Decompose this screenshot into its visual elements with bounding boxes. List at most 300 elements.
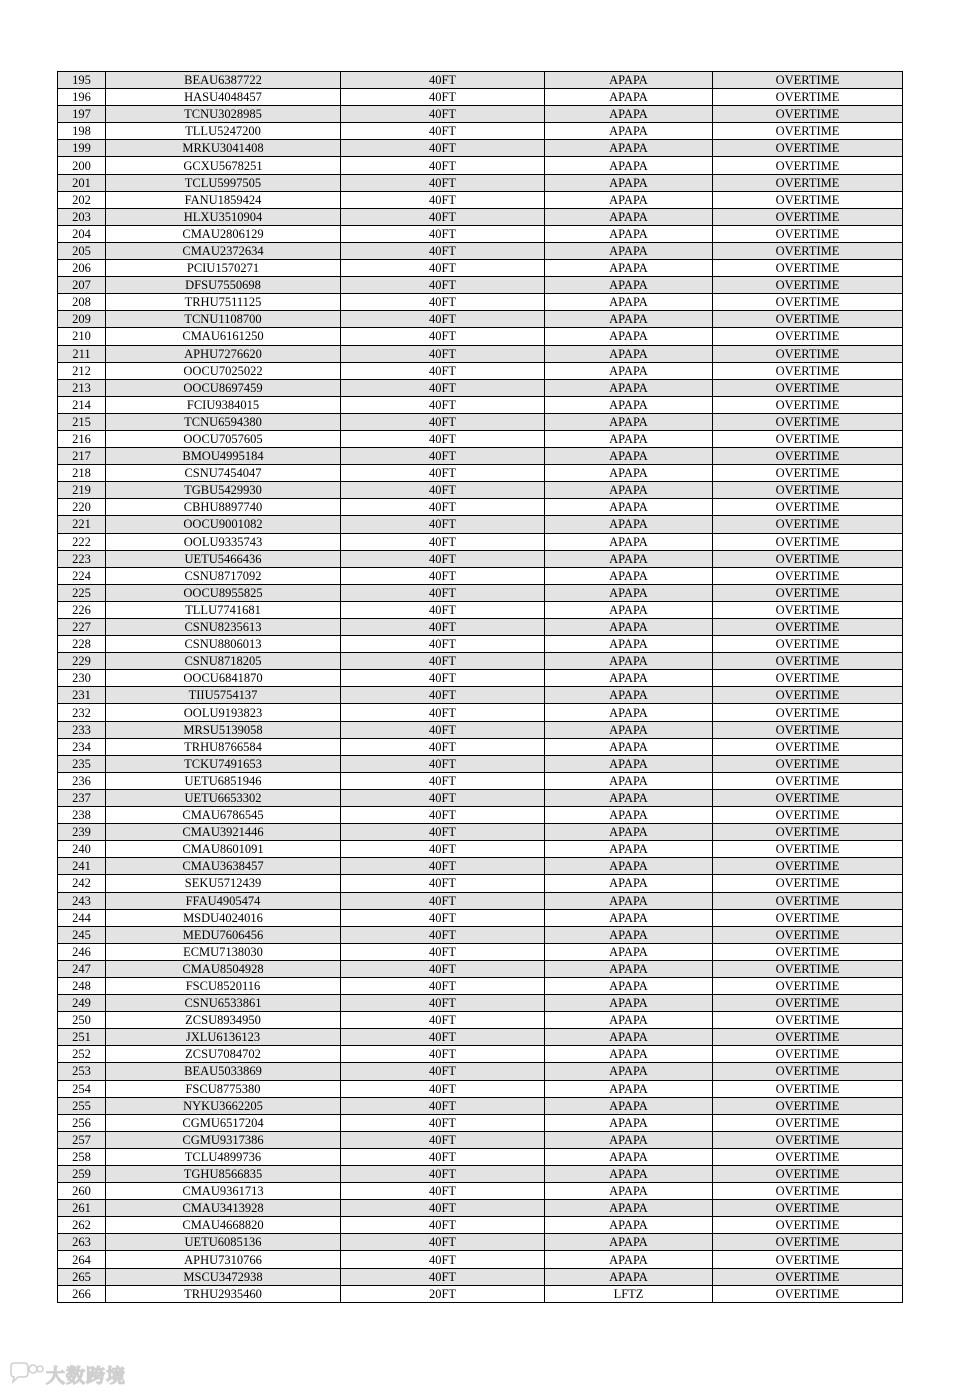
port-cell: APAPA <box>545 362 713 379</box>
table-row <box>58 140 903 157</box>
row-number-cell: 227 <box>58 619 106 636</box>
container-size-cell: 40FT <box>341 1166 545 1183</box>
container-number-cell: CMAU3921446 <box>106 824 341 841</box>
row-number-cell: 262 <box>58 1217 106 1234</box>
status-cell: OVERTIME <box>713 328 903 345</box>
port-cell: APAPA <box>545 311 713 328</box>
container-number-cell: HASU4048457 <box>106 89 341 106</box>
table-row <box>58 636 903 653</box>
container-number-cell: CSNU8806013 <box>106 636 341 653</box>
port-cell: APAPA <box>545 1029 713 1046</box>
row-number-cell: 247 <box>58 960 106 977</box>
table-row <box>58 670 903 687</box>
row-number-cell: 235 <box>58 755 106 772</box>
status-cell: OVERTIME <box>713 499 903 516</box>
row-number-cell: 253 <box>58 1063 106 1080</box>
container-size-cell: 40FT <box>341 242 545 259</box>
port-cell: APAPA <box>545 123 713 140</box>
table-row <box>58 943 903 960</box>
port-cell: APAPA <box>545 1131 713 1148</box>
status-cell: OVERTIME <box>713 362 903 379</box>
row-number-cell: 212 <box>58 362 106 379</box>
container-size-cell: 40FT <box>341 1183 545 1200</box>
port-cell: APAPA <box>545 755 713 772</box>
row-number-cell: 204 <box>58 225 106 242</box>
container-size-cell: 40FT <box>341 328 545 345</box>
table-row <box>58 1251 903 1268</box>
container-size-cell: 40FT <box>341 208 545 225</box>
status-cell: OVERTIME <box>713 1131 903 1148</box>
row-number-cell: 255 <box>58 1097 106 1114</box>
status-cell: OVERTIME <box>713 1183 903 1200</box>
row-number-cell: 200 <box>58 157 106 174</box>
container-number-cell: OOCU7057605 <box>106 430 341 447</box>
container-number-cell: OOCU7025022 <box>106 362 341 379</box>
table-row <box>58 995 903 1012</box>
container-number-cell: CGMU9317386 <box>106 1131 341 1148</box>
port-cell: APAPA <box>545 943 713 960</box>
port-cell: APAPA <box>545 345 713 362</box>
port-cell: APAPA <box>545 225 713 242</box>
table-row <box>58 1097 903 1114</box>
container-size-cell: 40FT <box>341 1251 545 1268</box>
status-cell: OVERTIME <box>713 926 903 943</box>
port-cell: APAPA <box>545 328 713 345</box>
container-number-cell: TCLU4899736 <box>106 1148 341 1165</box>
container-number-cell: DFSU7550698 <box>106 277 341 294</box>
status-cell: OVERTIME <box>713 1234 903 1251</box>
container-table <box>57 71 903 1303</box>
container-number-cell: CMAU3638457 <box>106 858 341 875</box>
row-number-cell: 248 <box>58 977 106 994</box>
watermark-text: 大数跨境 <box>46 1364 127 1387</box>
port-cell: APAPA <box>545 670 713 687</box>
port-cell: APAPA <box>545 396 713 413</box>
container-size-cell: 40FT <box>341 1029 545 1046</box>
container-number-cell: MSCU3472938 <box>106 1268 341 1285</box>
row-number-cell: 240 <box>58 841 106 858</box>
row-number-cell: 218 <box>58 465 106 482</box>
table-row <box>58 687 903 704</box>
row-number-cell: 266 <box>58 1285 106 1302</box>
status-cell: OVERTIME <box>713 550 903 567</box>
container-number-cell: ZCSU7084702 <box>106 1046 341 1063</box>
status-cell: OVERTIME <box>713 345 903 362</box>
port-cell: APAPA <box>545 789 713 806</box>
table-row <box>58 1285 903 1302</box>
table-row <box>58 89 903 106</box>
status-cell: OVERTIME <box>713 1080 903 1097</box>
status-cell: OVERTIME <box>713 157 903 174</box>
container-size-cell: 40FT <box>341 636 545 653</box>
container-number-cell: UETU5466436 <box>106 550 341 567</box>
container-size-cell: 40FT <box>341 584 545 601</box>
table-row <box>58 379 903 396</box>
container-number-cell: FCIU9384015 <box>106 396 341 413</box>
table-row <box>58 1080 903 1097</box>
status-cell: OVERTIME <box>713 106 903 123</box>
container-size-cell: 40FT <box>341 1063 545 1080</box>
container-size-cell: 40FT <box>341 619 545 636</box>
container-size-cell: 40FT <box>341 1200 545 1217</box>
table-row <box>58 448 903 465</box>
row-number-cell: 258 <box>58 1148 106 1165</box>
status-cell: OVERTIME <box>713 1217 903 1234</box>
status-cell: OVERTIME <box>713 567 903 584</box>
port-cell: APAPA <box>545 174 713 191</box>
container-number-cell: CMAU2372634 <box>106 242 341 259</box>
container-size-cell: 20FT <box>341 1285 545 1302</box>
status-cell: OVERTIME <box>713 413 903 430</box>
container-number-cell: TRHU2935460 <box>106 1285 341 1302</box>
row-number-cell: 213 <box>58 379 106 396</box>
row-number-cell: 230 <box>58 670 106 687</box>
container-size-cell: 40FT <box>341 1097 545 1114</box>
container-number-cell: UETU6851946 <box>106 772 341 789</box>
row-number-cell: 228 <box>58 636 106 653</box>
table-row <box>58 1131 903 1148</box>
container-size-cell: 40FT <box>341 430 545 447</box>
table-row <box>58 242 903 259</box>
row-number-cell: 246 <box>58 943 106 960</box>
port-cell: APAPA <box>545 653 713 670</box>
port-cell: APAPA <box>545 413 713 430</box>
port-cell: APAPA <box>545 1183 713 1200</box>
port-cell: APAPA <box>545 533 713 550</box>
container-size-cell: 40FT <box>341 995 545 1012</box>
table-row <box>58 430 903 447</box>
container-size-cell: 40FT <box>341 106 545 123</box>
container-size-cell: 40FT <box>341 875 545 892</box>
port-cell: APAPA <box>545 516 713 533</box>
table-row <box>58 157 903 174</box>
table-row <box>58 892 903 909</box>
container-size-cell: 40FT <box>341 1012 545 1029</box>
watermark <box>8 1360 126 1388</box>
container-size-cell: 40FT <box>341 772 545 789</box>
status-cell: OVERTIME <box>713 448 903 465</box>
status-cell: OVERTIME <box>713 191 903 208</box>
row-number-cell: 208 <box>58 294 106 311</box>
row-number-cell: 201 <box>58 174 106 191</box>
container-size-cell: 40FT <box>341 362 545 379</box>
port-cell: APAPA <box>545 448 713 465</box>
container-number-cell: CSNU8718205 <box>106 653 341 670</box>
status-cell: OVERTIME <box>713 1200 903 1217</box>
container-size-cell: 40FT <box>341 824 545 841</box>
row-number-cell: 250 <box>58 1012 106 1029</box>
row-number-cell: 254 <box>58 1080 106 1097</box>
table-row <box>58 1268 903 1285</box>
status-cell: OVERTIME <box>713 858 903 875</box>
container-size-cell: 40FT <box>341 277 545 294</box>
table-row <box>58 1114 903 1131</box>
status-cell: OVERTIME <box>713 1268 903 1285</box>
container-number-cell: ZCSU8934950 <box>106 1012 341 1029</box>
container-number-cell: CSNU7454047 <box>106 465 341 482</box>
container-size-cell: 40FT <box>341 601 545 618</box>
container-size-cell: 40FT <box>341 1114 545 1131</box>
container-number-cell: TCNU6594380 <box>106 413 341 430</box>
status-cell: OVERTIME <box>713 892 903 909</box>
container-number-cell: GCXU5678251 <box>106 157 341 174</box>
table-row <box>58 1200 903 1217</box>
row-number-cell: 239 <box>58 824 106 841</box>
container-number-cell: MRKU3041408 <box>106 140 341 157</box>
container-number-cell: OOCU8697459 <box>106 379 341 396</box>
status-cell: OVERTIME <box>713 619 903 636</box>
table-row <box>58 482 903 499</box>
status-cell: OVERTIME <box>713 311 903 328</box>
port-cell: APAPA <box>545 294 713 311</box>
container-number-cell: TGHU8566835 <box>106 1166 341 1183</box>
port-cell: APAPA <box>545 892 713 909</box>
table-row <box>58 294 903 311</box>
container-size-cell: 40FT <box>341 396 545 413</box>
container-number-cell: CMAU6161250 <box>106 328 341 345</box>
port-cell: APAPA <box>545 687 713 704</box>
status-cell: OVERTIME <box>713 584 903 601</box>
table-row <box>58 1063 903 1080</box>
port-cell: APAPA <box>545 1097 713 1114</box>
table-row <box>58 789 903 806</box>
port-cell: APAPA <box>545 106 713 123</box>
status-cell: OVERTIME <box>713 721 903 738</box>
table-row <box>58 345 903 362</box>
port-cell: APAPA <box>545 807 713 824</box>
table-row <box>58 72 903 89</box>
row-number-cell: 210 <box>58 328 106 345</box>
container-number-cell: CMAU8601091 <box>106 841 341 858</box>
row-number-cell: 226 <box>58 601 106 618</box>
container-number-cell: OOLU9193823 <box>106 704 341 721</box>
row-number-cell: 199 <box>58 140 106 157</box>
table-row <box>58 533 903 550</box>
status-cell: OVERTIME <box>713 533 903 550</box>
container-size-cell: 40FT <box>341 909 545 926</box>
container-number-cell: NYKU3662205 <box>106 1097 341 1114</box>
port-cell: APAPA <box>545 1046 713 1063</box>
status-cell: OVERTIME <box>713 225 903 242</box>
port-cell: APAPA <box>545 926 713 943</box>
row-number-cell: 217 <box>58 448 106 465</box>
port-cell: APAPA <box>545 977 713 994</box>
status-cell: OVERTIME <box>713 977 903 994</box>
port-cell: APAPA <box>545 1114 713 1131</box>
container-size-cell: 40FT <box>341 789 545 806</box>
row-number-cell: 202 <box>58 191 106 208</box>
port-cell: APAPA <box>545 1251 713 1268</box>
table-row <box>58 311 903 328</box>
table-row <box>58 465 903 482</box>
container-number-cell: TCNU1108700 <box>106 311 341 328</box>
container-number-cell: PCIU1570271 <box>106 260 341 277</box>
status-cell: OVERTIME <box>713 379 903 396</box>
container-size-cell: 40FT <box>341 499 545 516</box>
container-size-cell: 40FT <box>341 191 545 208</box>
status-cell: OVERTIME <box>713 601 903 618</box>
table-row <box>58 807 903 824</box>
status-cell: OVERTIME <box>713 772 903 789</box>
port-cell: APAPA <box>545 772 713 789</box>
container-number-cell: CSNU8717092 <box>106 567 341 584</box>
container-size-cell: 40FT <box>341 140 545 157</box>
container-number-cell: TLLU5247200 <box>106 123 341 140</box>
container-size-cell: 40FT <box>341 755 545 772</box>
status-cell: OVERTIME <box>713 738 903 755</box>
table-row <box>58 413 903 430</box>
container-size-cell: 40FT <box>341 687 545 704</box>
status-cell: OVERTIME <box>713 909 903 926</box>
port-cell: APAPA <box>545 277 713 294</box>
row-number-cell: 229 <box>58 653 106 670</box>
container-number-cell: TRHU7511125 <box>106 294 341 311</box>
status-cell: OVERTIME <box>713 465 903 482</box>
row-number-cell: 220 <box>58 499 106 516</box>
table-row <box>58 875 903 892</box>
container-size-cell: 40FT <box>341 960 545 977</box>
port-cell: APAPA <box>545 379 713 396</box>
container-number-cell: UETU6653302 <box>106 789 341 806</box>
table-row <box>58 1234 903 1251</box>
status-cell: OVERTIME <box>713 704 903 721</box>
row-number-cell: 245 <box>58 926 106 943</box>
row-number-cell: 244 <box>58 909 106 926</box>
row-number-cell: 231 <box>58 687 106 704</box>
container-number-cell: TLLU7741681 <box>106 601 341 618</box>
row-number-cell: 241 <box>58 858 106 875</box>
status-cell: OVERTIME <box>713 140 903 157</box>
status-cell: OVERTIME <box>713 260 903 277</box>
table-row <box>58 977 903 994</box>
container-size-cell: 40FT <box>341 841 545 858</box>
container-number-cell: TIIU5754137 <box>106 687 341 704</box>
container-number-cell: CSNU8235613 <box>106 619 341 636</box>
port-cell: APAPA <box>545 191 713 208</box>
table-row <box>58 396 903 413</box>
table-row <box>58 499 903 516</box>
table-row <box>58 858 903 875</box>
row-number-cell: 257 <box>58 1131 106 1148</box>
row-number-cell: 221 <box>58 516 106 533</box>
container-number-cell: SEKU5712439 <box>106 875 341 892</box>
container-number-cell: MRSU5139058 <box>106 721 341 738</box>
row-number-cell: 242 <box>58 875 106 892</box>
port-cell: APAPA <box>545 601 713 618</box>
status-cell: OVERTIME <box>713 72 903 89</box>
container-number-cell: TCKU7491653 <box>106 755 341 772</box>
container-size-cell: 40FT <box>341 567 545 584</box>
row-number-cell: 224 <box>58 567 106 584</box>
container-size-cell: 40FT <box>341 670 545 687</box>
port-cell: APAPA <box>545 482 713 499</box>
container-size-cell: 40FT <box>341 807 545 824</box>
container-number-cell: TCLU5997505 <box>106 174 341 191</box>
container-number-cell: OOCU8955825 <box>106 584 341 601</box>
port-cell: APAPA <box>545 909 713 926</box>
port-cell: APAPA <box>545 1217 713 1234</box>
container-size-cell: 40FT <box>341 1131 545 1148</box>
container-size-cell: 40FT <box>341 482 545 499</box>
row-number-cell: 261 <box>58 1200 106 1217</box>
port-cell: APAPA <box>545 1268 713 1285</box>
port-cell: APAPA <box>545 72 713 89</box>
status-cell: OVERTIME <box>713 841 903 858</box>
table-row <box>58 960 903 977</box>
container-number-cell: ECMU7138030 <box>106 943 341 960</box>
port-cell: APAPA <box>545 430 713 447</box>
row-number-cell: 198 <box>58 123 106 140</box>
port-cell: APAPA <box>545 960 713 977</box>
status-cell: OVERTIME <box>713 636 903 653</box>
status-cell: OVERTIME <box>713 1063 903 1080</box>
container-number-cell: CMAU3413928 <box>106 1200 341 1217</box>
row-number-cell: 237 <box>58 789 106 806</box>
port-cell: APAPA <box>545 208 713 225</box>
row-number-cell: 205 <box>58 242 106 259</box>
table-row <box>58 738 903 755</box>
table-row <box>58 772 903 789</box>
container-number-cell: CMAU8504928 <box>106 960 341 977</box>
table-row <box>58 362 903 379</box>
container-size-cell: 40FT <box>341 1268 545 1285</box>
container-size-cell: 40FT <box>341 465 545 482</box>
container-number-cell: CSNU6533861 <box>106 995 341 1012</box>
container-number-cell: TRHU8766584 <box>106 738 341 755</box>
status-cell: OVERTIME <box>713 1251 903 1268</box>
status-cell: OVERTIME <box>713 396 903 413</box>
table-row <box>58 1046 903 1063</box>
container-size-cell: 40FT <box>341 379 545 396</box>
status-cell: OVERTIME <box>713 89 903 106</box>
row-number-cell: 211 <box>58 345 106 362</box>
port-cell: APAPA <box>545 738 713 755</box>
container-number-cell: TCNU3028985 <box>106 106 341 123</box>
container-size-cell: 40FT <box>341 413 545 430</box>
row-number-cell: 264 <box>58 1251 106 1268</box>
port-cell: APAPA <box>545 140 713 157</box>
container-number-cell: BMOU4995184 <box>106 448 341 465</box>
container-size-cell: 40FT <box>341 1080 545 1097</box>
port-cell: APAPA <box>545 619 713 636</box>
table-row <box>58 567 903 584</box>
container-size-cell: 40FT <box>341 977 545 994</box>
row-number-cell: 215 <box>58 413 106 430</box>
port-cell: APAPA <box>545 721 713 738</box>
status-cell: OVERTIME <box>713 670 903 687</box>
container-size-cell: 40FT <box>341 943 545 960</box>
table-row <box>58 1012 903 1029</box>
status-cell: OVERTIME <box>713 875 903 892</box>
container-number-cell: MSDU4024016 <box>106 909 341 926</box>
table-row <box>58 824 903 841</box>
status-cell: OVERTIME <box>713 960 903 977</box>
container-number-cell: FFAU4905474 <box>106 892 341 909</box>
status-cell: OVERTIME <box>713 208 903 225</box>
table-row <box>58 550 903 567</box>
row-number-cell: 222 <box>58 533 106 550</box>
container-size-cell: 40FT <box>341 721 545 738</box>
container-number-cell: APHU7276620 <box>106 345 341 362</box>
container-size-cell: 40FT <box>341 858 545 875</box>
status-cell: OVERTIME <box>713 277 903 294</box>
status-cell: OVERTIME <box>713 755 903 772</box>
port-cell: APAPA <box>545 89 713 106</box>
container-number-cell: CMAU9361713 <box>106 1183 341 1200</box>
table-row <box>58 516 903 533</box>
row-number-cell: 223 <box>58 550 106 567</box>
status-cell: OVERTIME <box>713 687 903 704</box>
